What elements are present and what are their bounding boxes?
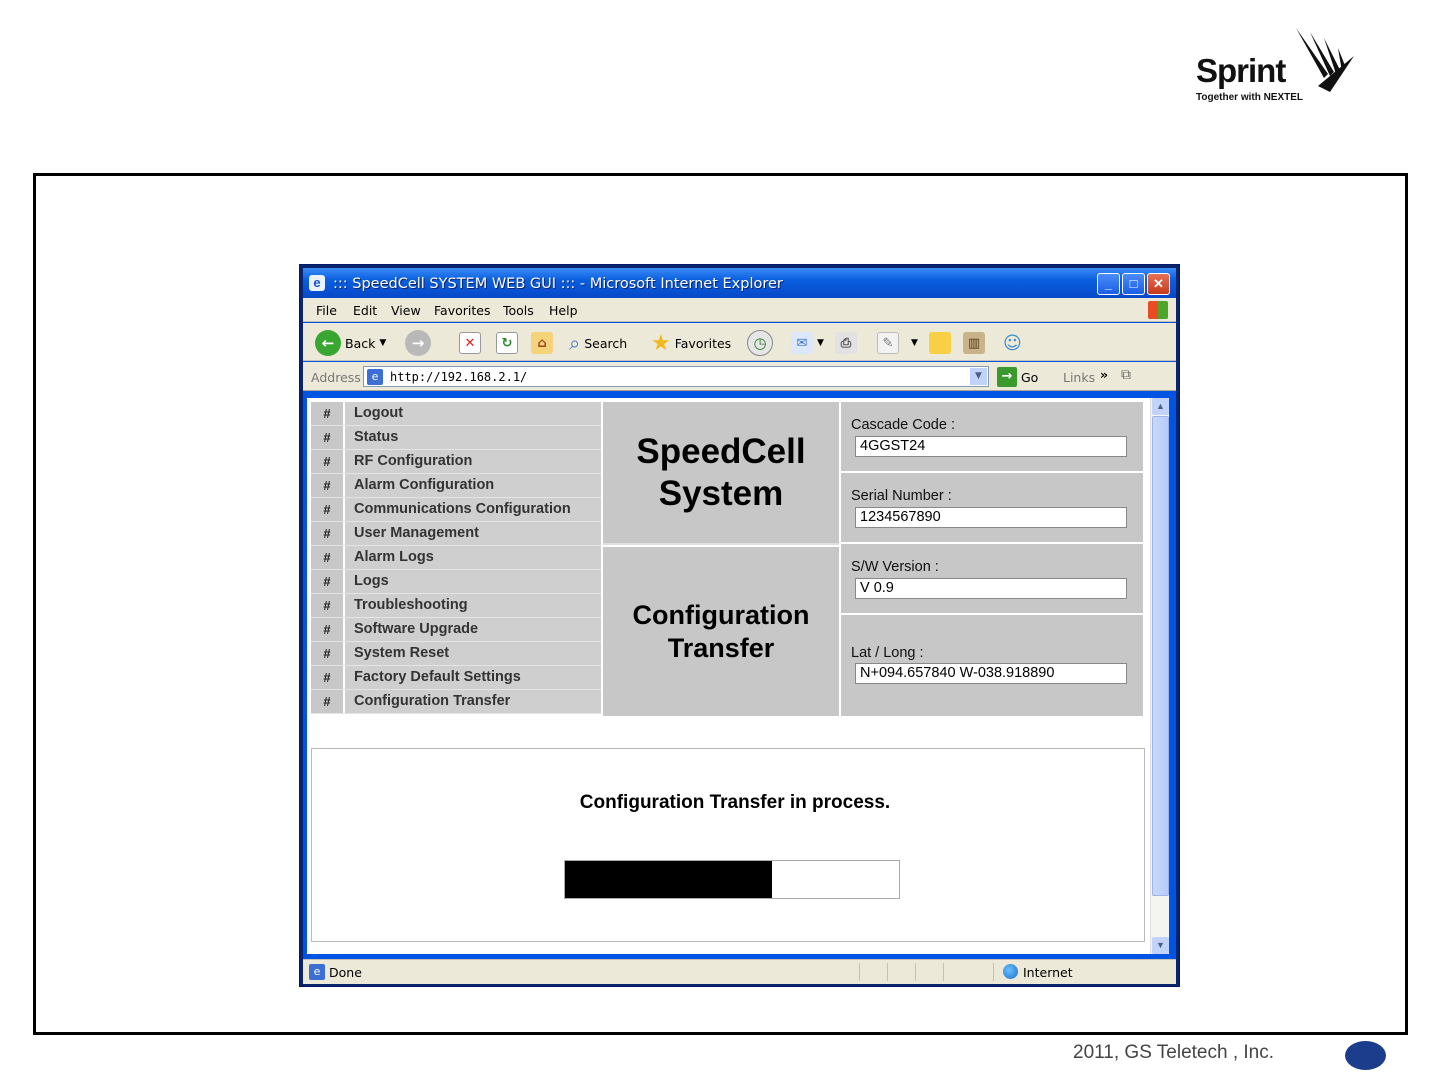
print-icon: ⎙ — [835, 332, 857, 354]
nav-item-label[interactable]: Alarm Configuration — [345, 474, 601, 497]
windows-logo-icon — [1148, 301, 1168, 319]
nav-item[interactable] — [311, 426, 601, 450]
cascade-code-value: 4GGST24 — [855, 436, 1127, 457]
edit-button[interactable] — [877, 331, 918, 355]
forward-button[interactable] — [405, 331, 431, 355]
nav-item-marker: # — [311, 642, 343, 665]
back-button[interactable] — [315, 331, 386, 355]
nav-item-label[interactable]: Status — [345, 426, 601, 449]
nav-item[interactable] — [311, 642, 601, 666]
nav-item-marker: # — [311, 402, 343, 425]
nav-item-label[interactable]: System Reset — [345, 642, 601, 665]
links-chevron-icon[interactable]: » — [1100, 367, 1109, 382]
nav-item-marker: # — [311, 522, 343, 545]
transfer-message: Configuration Transfer in process. — [579, 792, 891, 813]
nav-item[interactable] — [311, 570, 601, 594]
discuss-button[interactable] — [929, 331, 951, 355]
status-divider — [943, 963, 944, 981]
system-title-line1: SpeedCell — [636, 431, 806, 471]
nav-item-label[interactable]: Troubleshooting — [345, 594, 601, 617]
star-icon: ★ — [651, 330, 671, 356]
page-title-line2: Transfer — [667, 632, 775, 663]
nav-item[interactable] — [311, 594, 601, 618]
nav-item[interactable] — [311, 618, 601, 642]
forward-arrow-icon: → — [405, 330, 431, 356]
nav-item-marker: # — [311, 498, 343, 521]
lat-long-value: N+094.657840 W-038.918890 — [855, 663, 1127, 684]
address-url: http://192.168.2.1/ — [390, 370, 528, 384]
progress-fill — [565, 861, 772, 898]
sprint-wing-icon — [1294, 26, 1356, 106]
mail-button[interactable] — [791, 331, 824, 355]
go-arrow-icon: → — [997, 367, 1017, 387]
cascade-code-label: Cascade Code : — [851, 417, 955, 433]
history-button[interactable] — [747, 331, 773, 355]
sw-version-label: S/W Version : — [851, 559, 939, 575]
page-title — [603, 547, 839, 716]
nav-item[interactable] — [311, 450, 601, 474]
extension-icon[interactable]: ⧉ — [1121, 367, 1131, 383]
nav-item[interactable] — [311, 522, 601, 546]
scroll-up-icon[interactable]: ▲ — [1152, 398, 1169, 415]
nav-item-label[interactable]: User Management — [345, 522, 601, 545]
refresh-button[interactable] — [496, 331, 518, 355]
nav-item-marker: # — [311, 474, 343, 497]
toolbar — [303, 323, 1176, 361]
minimize-button[interactable]: _ — [1097, 273, 1120, 295]
note-icon — [929, 332, 951, 354]
address-dropdown-icon[interactable]: ▼ — [970, 368, 987, 385]
lat-long-label: Lat / Long : — [851, 645, 924, 661]
search-label: Search — [584, 335, 628, 351]
window-title: ::: SpeedCell SYSTEM WEB GUI ::: - Microsoft Internet Explorer — [333, 276, 783, 292]
page-icon: e — [367, 369, 383, 385]
sprint-logo — [1190, 26, 1360, 106]
menu-bar — [303, 298, 1176, 322]
books-icon: ▥ — [963, 332, 985, 354]
history-icon: ◷ — [747, 330, 773, 356]
nav-item-label[interactable]: Factory Default Settings — [345, 666, 601, 689]
title-bar[interactable] — [303, 268, 1176, 298]
messenger-button[interactable] — [1003, 331, 1022, 355]
scroll-down-icon[interactable]: ▼ — [1152, 937, 1169, 954]
status-divider — [887, 963, 888, 981]
security-zone: Internet — [1023, 965, 1073, 980]
system-title — [603, 402, 839, 545]
nav-item-label[interactable]: RF Configuration — [345, 450, 601, 473]
close-button[interactable]: ✕ — [1147, 273, 1170, 295]
nav-item[interactable] — [311, 498, 601, 522]
logo-wordmark: Sprint — [1196, 52, 1286, 89]
serial-number-label: Serial Number : — [851, 488, 952, 504]
nav-item-marker: # — [311, 570, 343, 593]
nav-item-marker: # — [311, 690, 343, 713]
internet-zone-icon — [1003, 964, 1018, 979]
cascade-code-field — [841, 402, 1143, 471]
nav-item-label[interactable]: Configuration Transfer — [345, 690, 601, 713]
menu-edit[interactable]: Edit — [353, 303, 378, 318]
footer-copyright: 2011, GS Teletech , Inc. — [1073, 1042, 1275, 1063]
sw-version-field — [841, 544, 1143, 613]
status-divider — [859, 963, 860, 981]
nav-item[interactable] — [311, 690, 601, 714]
search-button[interactable] — [569, 331, 627, 355]
nav-item-label[interactable]: Logout — [345, 402, 601, 425]
back-arrow-icon: ← — [315, 330, 341, 356]
go-label: Go — [1021, 369, 1039, 385]
messenger-icon: ☺ — [1003, 332, 1022, 354]
favorites-button[interactable] — [651, 331, 731, 355]
address-input[interactable] — [363, 366, 989, 387]
nav-item-marker: # — [311, 666, 343, 689]
menu-tools[interactable]: Tools — [503, 303, 534, 318]
status-divider — [993, 963, 994, 981]
print-button[interactable] — [835, 331, 857, 355]
sw-version-value: V 0.9 — [855, 578, 1127, 599]
nav-item-label[interactable]: Software Upgrade — [345, 618, 601, 641]
system-title-line2: System — [658, 473, 784, 513]
serial-number-value: 1234567890 — [855, 507, 1127, 528]
mail-dropdown-icon[interactable]: ▼ — [817, 338, 824, 348]
edit-dropdown-icon[interactable]: ▼ — [911, 338, 918, 348]
home-icon: ⌂ — [531, 332, 553, 354]
edit-icon: ✎ — [877, 332, 899, 354]
home-button[interactable] — [531, 331, 553, 355]
status-divider — [915, 963, 916, 981]
back-dropdown-icon[interactable]: ▼ — [379, 338, 387, 348]
nav-item-marker: # — [311, 426, 343, 449]
nav-item[interactable] — [311, 402, 601, 426]
menu-help[interactable]: Help — [549, 303, 578, 318]
favorites-label: Favorites — [674, 335, 732, 351]
nav-item-marker: # — [311, 618, 343, 641]
nav-item-label[interactable]: Alarm Logs — [345, 546, 601, 569]
transfer-progress-bar — [564, 860, 900, 899]
nav-menu — [311, 402, 601, 714]
serial-number-field — [841, 473, 1143, 542]
nav-item[interactable] — [311, 546, 601, 570]
nav-item[interactable] — [311, 474, 601, 498]
nav-item-marker: # — [311, 546, 343, 569]
menu-favorites[interactable]: Favorites — [434, 303, 491, 318]
logo-tagline: Together with NEXTEL — [1196, 92, 1304, 103]
stop-icon: ✕ — [459, 332, 481, 354]
stop-button[interactable] — [459, 331, 481, 355]
address-bar — [303, 362, 1176, 391]
menu-file[interactable]: File — [316, 303, 337, 318]
nav-item-label[interactable]: Logs — [345, 570, 601, 593]
mail-icon: ✉ — [791, 332, 813, 354]
status-text: Done — [329, 965, 362, 980]
refresh-icon: ↻ — [496, 332, 518, 354]
status-bar — [303, 959, 1176, 984]
page-title-line1: Configuration — [632, 599, 810, 630]
nav-item-marker: # — [311, 594, 343, 617]
menu-view[interactable]: View — [391, 303, 421, 318]
maximize-button[interactable]: □ — [1122, 273, 1145, 295]
research-button[interactable] — [963, 331, 985, 355]
transfer-status-area — [311, 748, 1145, 942]
back-label: Back — [345, 335, 376, 351]
vertical-scrollbar[interactable] — [1150, 398, 1169, 954]
page-number-badge — [1345, 1041, 1386, 1070]
search-icon: ⌕ — [569, 331, 581, 355]
status-page-icon: e — [309, 964, 325, 980]
go-button[interactable] — [997, 367, 1038, 387]
ie-icon: e — [309, 275, 325, 291]
lat-long-field — [841, 615, 1143, 716]
page-content — [307, 398, 1150, 954]
browser-window — [299, 264, 1180, 987]
links-button[interactable]: Links — [1063, 370, 1096, 385]
address-label: Address — [311, 370, 361, 385]
scroll-thumb[interactable] — [1152, 416, 1169, 896]
nav-item-label[interactable]: Communications Configuration — [345, 498, 601, 521]
nav-item-marker: # — [311, 450, 343, 473]
nav-item[interactable] — [311, 666, 601, 690]
